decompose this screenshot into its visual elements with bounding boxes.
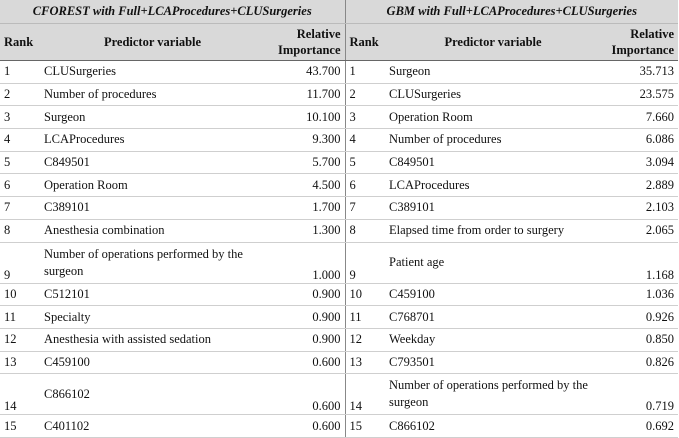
right-predictor-cell: Operation Room xyxy=(385,106,601,129)
right-importance-cell: 1.036 xyxy=(601,283,678,306)
table-row xyxy=(0,106,678,129)
right-importance-cell: 2.065 xyxy=(601,219,678,242)
left-rank-cell: 1 xyxy=(0,61,40,84)
right-rank-cell: 7 xyxy=(345,197,385,220)
right-rank-cell: 9 xyxy=(345,242,385,283)
left-table-title: CFOREST with Full+LCAProcedures+CLUSurgeries xyxy=(0,0,345,24)
left-predictor-cell: Specialty xyxy=(40,306,265,329)
left-rank-cell: 3 xyxy=(0,106,40,129)
right-rank-cell: 3 xyxy=(345,106,385,129)
left-importance-cell: 0.900 xyxy=(265,283,345,306)
right-rank-cell: 14 xyxy=(345,374,385,415)
right-importance-cell: 2.103 xyxy=(601,197,678,220)
left-rank-cell: 12 xyxy=(0,328,40,351)
right-rank-cell: 4 xyxy=(345,129,385,152)
left-rank-cell: 14 xyxy=(0,374,40,415)
right-predictor-cell: C793501 xyxy=(385,351,601,374)
left-importance-cell: 1.000 xyxy=(265,242,345,283)
right-importance-cell: 2.889 xyxy=(601,174,678,197)
right-predictor-cell: Number of procedures xyxy=(385,129,601,152)
right-rank-cell: 8 xyxy=(345,219,385,242)
left-rank-cell: 4 xyxy=(0,129,40,152)
left-rank-cell: 6 xyxy=(0,174,40,197)
right-rank-cell: 5 xyxy=(345,151,385,174)
table-row xyxy=(0,306,678,329)
table-row xyxy=(0,219,678,242)
left-importance-cell: 11.700 xyxy=(265,83,345,106)
right-rank-cell: 1 xyxy=(345,61,385,84)
right-rank-cell: 6 xyxy=(345,174,385,197)
right-predictor-cell: C389101 xyxy=(385,197,601,220)
right-predictor-cell: Number of operations performed by the surgeon xyxy=(385,374,601,415)
left-predictor-cell: Surgeon xyxy=(40,106,265,129)
left-rank-cell: 8 xyxy=(0,219,40,242)
left-predictor-cell: C389101 xyxy=(40,197,265,220)
table-row xyxy=(0,151,678,174)
left-predictor-cell: C459100 xyxy=(40,351,265,374)
left-importance-cell: 1.300 xyxy=(265,219,345,242)
left-rank-cell: 10 xyxy=(0,283,40,306)
table-row xyxy=(0,197,678,220)
right-importance-cell: 0.926 xyxy=(601,306,678,329)
right-predictor-cell: C849501 xyxy=(385,151,601,174)
left-rank-header: Rank xyxy=(0,24,40,61)
left-importance-cell: 0.600 xyxy=(265,374,345,415)
left-predictor-cell: CLUSurgeries xyxy=(40,61,265,84)
right-rank-cell: 13 xyxy=(345,351,385,374)
left-rank-cell: 5 xyxy=(0,151,40,174)
left-rank-cell: 13 xyxy=(0,351,40,374)
right-predictor-cell: C768701 xyxy=(385,306,601,329)
left-predictor-cell: Anesthesia with assisted sedation xyxy=(40,328,265,351)
table-row xyxy=(0,242,678,283)
table-row xyxy=(0,83,678,106)
right-importance-cell: 0.719 xyxy=(601,374,678,415)
table-row xyxy=(0,415,678,438)
right-predictor-header: Predictor variable xyxy=(385,24,601,61)
right-importance-cell: 35.713 xyxy=(601,61,678,84)
left-predictor-cell: Number of operations performed by the surgeon xyxy=(40,242,265,283)
right-predictor-cell: Surgeon xyxy=(385,61,601,84)
right-predictor-cell: LCAProcedures xyxy=(385,174,601,197)
left-predictor-cell: Anesthesia combination xyxy=(40,219,265,242)
right-rank-cell: 2 xyxy=(345,83,385,106)
table-row xyxy=(0,174,678,197)
left-importance-header: Relative Importance xyxy=(265,24,345,61)
left-predictor-header: Predictor variable xyxy=(40,24,265,61)
left-importance-cell: 0.900 xyxy=(265,306,345,329)
left-rank-cell: 2 xyxy=(0,83,40,106)
left-predictor-cell: C401102 xyxy=(40,415,265,438)
right-importance-cell: 1.168 xyxy=(601,242,678,283)
table-row xyxy=(0,374,678,415)
right-rank-cell: 15 xyxy=(345,415,385,438)
right-rank-cell: 10 xyxy=(345,283,385,306)
right-importance-cell: 3.094 xyxy=(601,151,678,174)
left-rank-cell: 7 xyxy=(0,197,40,220)
right-importance-cell: 23.575 xyxy=(601,83,678,106)
left-importance-cell: 5.700 xyxy=(265,151,345,174)
left-importance-cell: 0.600 xyxy=(265,351,345,374)
right-importance-cell: 0.826 xyxy=(601,351,678,374)
right-predictor-cell: C866102 xyxy=(385,415,601,438)
left-rank-cell: 11 xyxy=(0,306,40,329)
left-importance-cell: 0.600 xyxy=(265,415,345,438)
left-predictor-cell: LCAProcedures xyxy=(40,129,265,152)
right-predictor-cell: CLUSurgeries xyxy=(385,83,601,106)
right-importance-cell: 0.692 xyxy=(601,415,678,438)
right-rank-cell: 11 xyxy=(345,306,385,329)
table-row xyxy=(0,328,678,351)
right-table-title: GBM with Full+LCAProcedures+CLUSurgeries xyxy=(345,0,678,24)
right-predictor-cell: Patient age xyxy=(385,242,601,283)
left-predictor-cell: C866102 xyxy=(40,374,265,415)
right-importance-cell: 6.086 xyxy=(601,129,678,152)
table-row xyxy=(0,129,678,152)
left-rank-cell: 9 xyxy=(0,242,40,283)
right-predictor-cell: Weekday xyxy=(385,328,601,351)
right-rank-cell: 12 xyxy=(345,328,385,351)
left-importance-cell: 1.700 xyxy=(265,197,345,220)
left-predictor-cell: Operation Room xyxy=(40,174,265,197)
right-importance-cell: 7.660 xyxy=(601,106,678,129)
right-predictor-cell: Elapsed time from order to surgery xyxy=(385,219,601,242)
table-row xyxy=(0,61,678,84)
left-predictor-cell: Number of procedures xyxy=(40,83,265,106)
left-importance-cell: 9.300 xyxy=(265,129,345,152)
left-rank-cell: 15 xyxy=(0,415,40,438)
table-row xyxy=(0,283,678,306)
left-importance-cell: 4.500 xyxy=(265,174,345,197)
right-rank-header: Rank xyxy=(345,24,385,61)
right-importance-cell: 0.850 xyxy=(601,328,678,351)
left-importance-cell: 10.100 xyxy=(265,106,345,129)
left-importance-cell: 0.900 xyxy=(265,328,345,351)
left-importance-cell: 43.700 xyxy=(265,61,345,84)
left-predictor-cell: C512101 xyxy=(40,283,265,306)
right-importance-header: Relative Importance xyxy=(601,24,678,61)
left-predictor-cell: C849501 xyxy=(40,151,265,174)
right-predictor-cell: C459100 xyxy=(385,283,601,306)
table-row xyxy=(0,351,678,374)
